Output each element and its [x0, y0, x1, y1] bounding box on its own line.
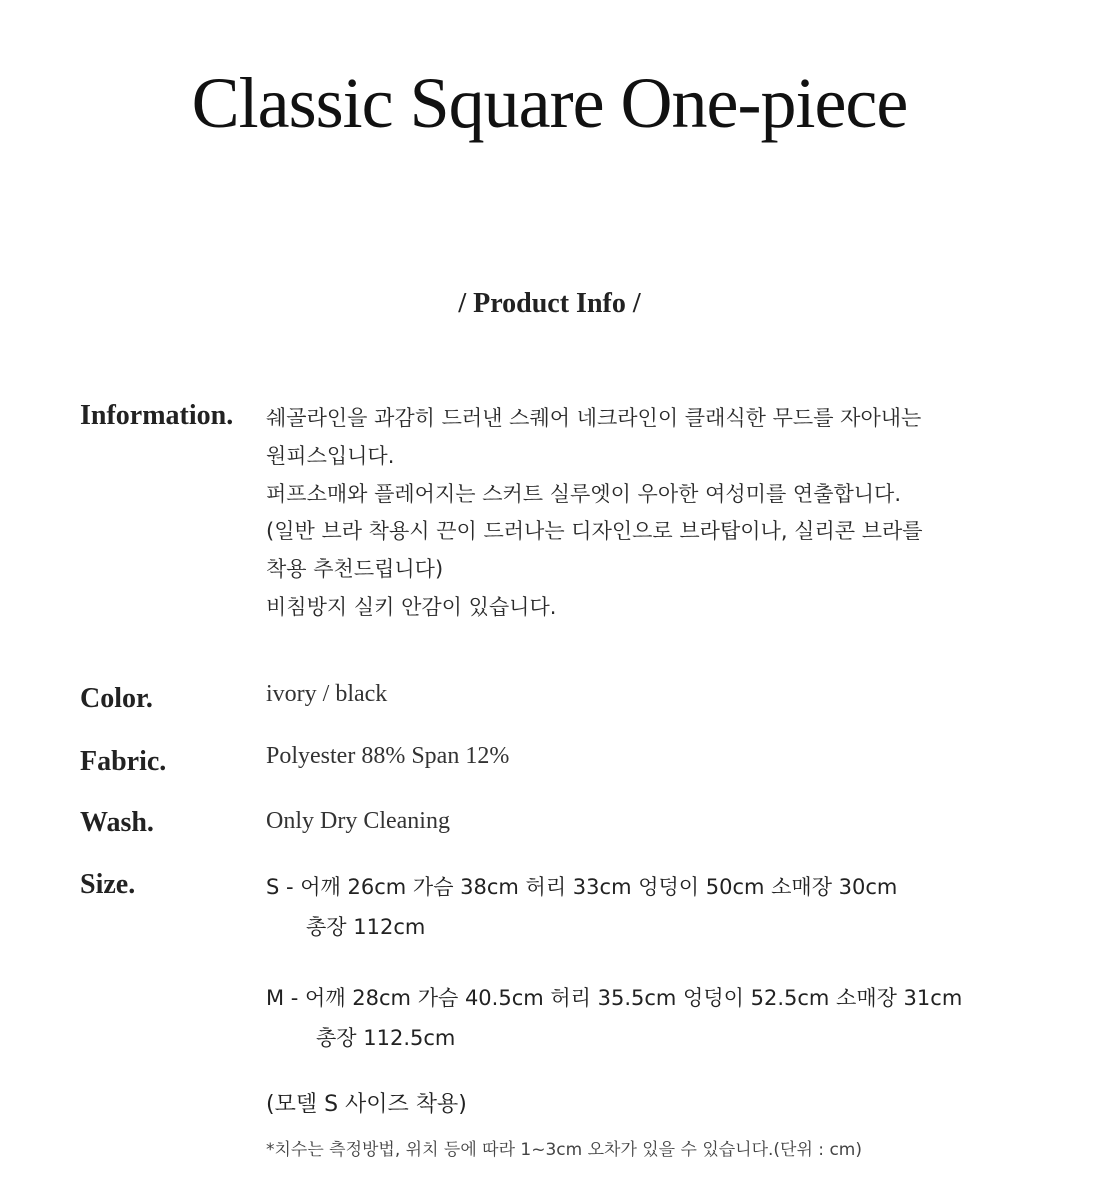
- information-line: 비침방지 실키 안감이 있습니다.: [266, 594, 557, 619]
- model-size-note: (모델 S 사이즈 착용): [266, 1092, 467, 1117]
- wash-label: Wash.: [80, 807, 154, 838]
- information-line: 원피스입니다.: [266, 443, 395, 468]
- color-label: Color.: [80, 683, 153, 714]
- measurement-disclaimer: *치수는 측정방법, 위치 등에 따라 1~3cm 오차가 있을 수 있습니다.(단위 : cm): [266, 1140, 862, 1160]
- information-line: 퍼프소매와 플레어지는 스커트 실루엣이 우아한 여성미를 연출합니다.: [266, 481, 902, 506]
- information-line: 착용 추천드립니다): [266, 557, 444, 582]
- section-heading: / Product Info /: [458, 288, 641, 319]
- fabric-value: Polyester 88% Span 12%: [266, 743, 510, 769]
- color-value: ivory / black: [266, 681, 388, 707]
- size-m-line: M - 어깨 28cm 가슴 40.5cm 허리 35.5cm 엉덩이 52.5cm 소매장 31cm: [266, 986, 963, 1010]
- information-line: (일반 브라 착용시 끈이 드러나는 디자인으로 브라탑이나, 실리콘 브라를: [266, 519, 923, 544]
- fabric-label: Fabric.: [80, 746, 167, 777]
- wash-value: Only Dry Cleaning: [266, 808, 450, 834]
- page-title: Classic Square One-piece: [191, 63, 908, 143]
- size-label: Size.: [80, 869, 136, 900]
- size-m-length: 총장 112.5cm: [316, 1026, 456, 1050]
- size-s-length: 총장 112cm: [306, 915, 426, 939]
- information-text: [266, 400, 1066, 627]
- size-s-line: S - 어깨 26cm 가슴 38cm 허리 33cm 엉덩이 50cm 소매장 30cm: [266, 875, 898, 899]
- information-label: Information.: [80, 400, 234, 431]
- information-line: 쉐골라인을 과감히 드러낸 스퀘어 네크라인이 클래식한 무드를 자아내는: [266, 406, 922, 430]
